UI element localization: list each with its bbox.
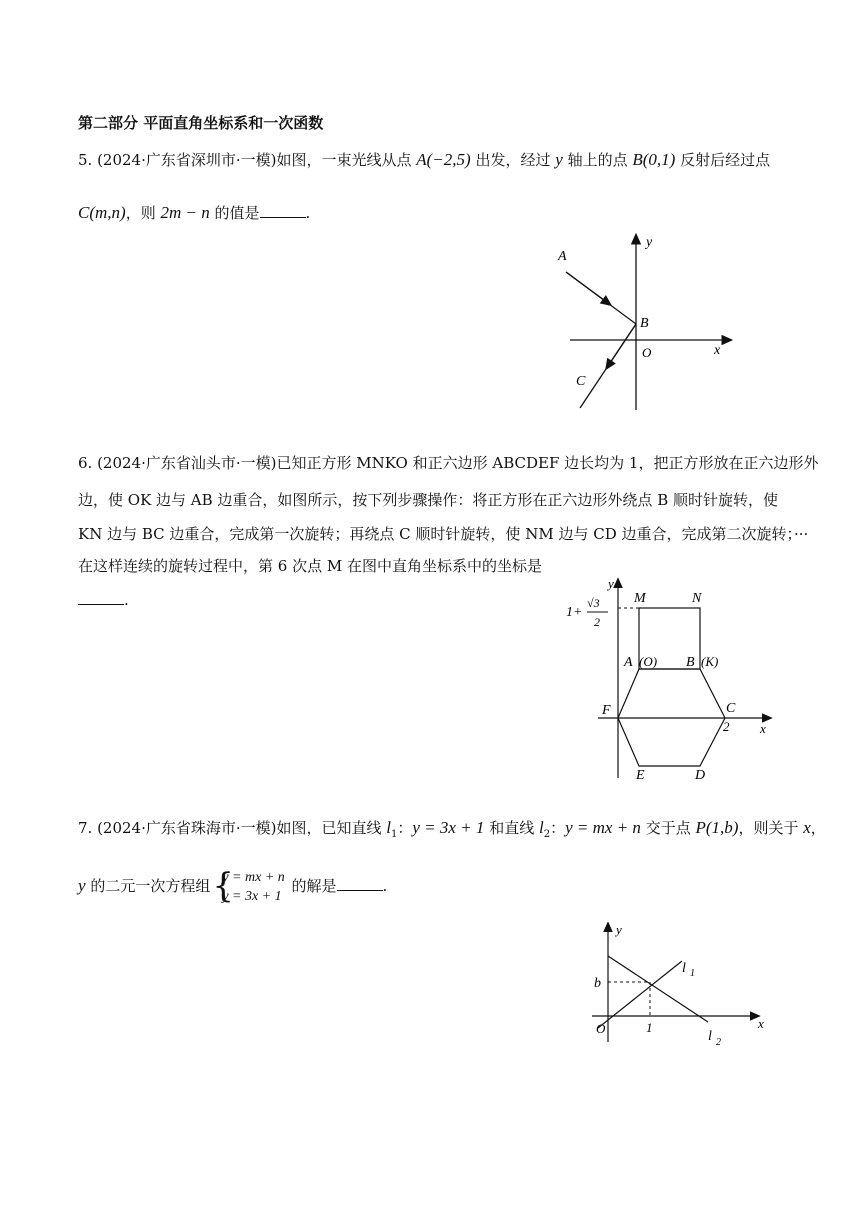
- q5-text: 的值是: [209, 204, 260, 222]
- q7-l2: l: [538, 818, 544, 837]
- label-y: y: [608, 576, 614, 591]
- label-b: B: [640, 316, 649, 331]
- brace: {: [212, 866, 234, 906]
- answer-blank[interactable]: [78, 590, 124, 605]
- q5-text: 出发，经过: [470, 151, 556, 169]
- label-sqrt3: √3: [587, 596, 600, 610]
- q5-text: 反射后经过点: [675, 151, 771, 169]
- q5-line-1: [78, 150, 770, 170]
- q7-text: 的解是: [286, 877, 337, 895]
- label-b: B: [686, 655, 695, 670]
- q7-y: y: [78, 876, 86, 895]
- label-two: 2: [723, 719, 730, 734]
- q7-eq2: y = mx + n: [565, 818, 641, 837]
- q7-eq1: y = 3x + 1: [412, 818, 485, 837]
- q5-text: .: [305, 204, 311, 222]
- q7-figure: [582, 922, 772, 1056]
- q7-line-1: [78, 818, 826, 845]
- q5-point-a: A(−2,5): [416, 150, 471, 169]
- label-y: y: [616, 922, 622, 937]
- q7-point-p: P(1,b): [695, 818, 739, 837]
- label-a: A: [624, 655, 633, 670]
- label-l1: l: [682, 961, 686, 976]
- label-c: C: [726, 701, 736, 716]
- answer-blank[interactable]: [337, 876, 383, 891]
- q6-line-1: 6. (2024·广东省汕头市·一模)已知正方形 MNKO 和正六边形 ABCDEF 边长均为 1，把正方形放在正六边形外: [78, 454, 819, 472]
- q7-l1-sub: 1: [391, 829, 398, 840]
- label-b: b: [594, 976, 601, 991]
- q7-text: 7. (2024·广东省珠海市·一模)如图，已知直线: [78, 819, 387, 837]
- label-d: D: [695, 768, 706, 783]
- label-one: 1: [646, 1020, 653, 1035]
- q5-text: ，则: [125, 204, 161, 222]
- label-l1-sub: 1: [690, 968, 695, 979]
- equation-system: [212, 868, 284, 906]
- label-f: F: [602, 703, 611, 718]
- label-k-paren: (K): [701, 654, 719, 669]
- q7-text: 的二元一次方程组: [85, 877, 211, 895]
- label-n: N: [692, 591, 702, 606]
- label-x: x: [714, 343, 721, 358]
- label-l2-sub: 2: [716, 1037, 721, 1048]
- line-l2: [608, 956, 708, 1022]
- q6-text: .: [124, 591, 129, 609]
- label-c: C: [576, 374, 586, 389]
- q5-figure: [548, 232, 738, 416]
- incident-arrow: [566, 272, 608, 303]
- line-l1: [598, 961, 682, 1028]
- q7-text: ，则关于: [738, 819, 804, 837]
- label-x: x: [758, 1016, 764, 1031]
- system-row-2: y = 3x + 1: [222, 889, 282, 904]
- label-denominator: 2: [594, 615, 600, 629]
- label-e: E: [636, 768, 645, 783]
- label-o: O: [642, 345, 652, 360]
- label-m: M: [634, 591, 646, 606]
- q5-point-b: B(0,1): [632, 150, 676, 169]
- label-one-plus: 1+: [566, 605, 583, 620]
- q5-y: y: [555, 150, 563, 169]
- q7-text: ：: [550, 819, 566, 837]
- q7-text: 和直线: [484, 819, 539, 837]
- q6-line-3: KN 边与 BC 边重合，完成第一次旋转；再绕点 C 顺时针旋转，使 NM 边与 CD 边重合，完成第二次旋转；···: [78, 525, 809, 543]
- label-o: O: [596, 1021, 606, 1036]
- q7-text: .: [382, 877, 388, 895]
- q5-line-2: [78, 203, 310, 223]
- q5-point-c: C(m,n): [78, 203, 126, 222]
- q7-text: 交于点: [640, 819, 696, 837]
- q6-line-2: 边，使 OK 边与 AB 边重合，如图所示，按下列步骤操作：将正方形在正六边形外绕点 B 顺时针旋转，使: [78, 491, 778, 509]
- label-y: y: [646, 235, 653, 250]
- label-x: x: [760, 721, 766, 736]
- q7-text: ：: [397, 819, 413, 837]
- label-a: A: [558, 249, 567, 264]
- q7-x: x: [803, 818, 811, 837]
- q5-text: 5. (2024·广东省深圳市·一模)如图，一束光线从点: [78, 151, 417, 169]
- q6-line-4: 在这样连续的旋转过程中，第 6 次点 M 在图中直角坐标系中的坐标是: [78, 557, 542, 575]
- label-l2: l: [708, 1029, 712, 1044]
- answer-blank[interactable]: [260, 203, 306, 218]
- q7-l1: l: [386, 818, 391, 837]
- section-title: 第二部分 平面直角坐标系和一次函数: [78, 114, 324, 132]
- q5-text: 轴上的点: [562, 151, 633, 169]
- reflected-arrow: [608, 324, 636, 366]
- q6-figure: [558, 574, 778, 784]
- q7-l2-sub: 2: [543, 829, 551, 840]
- q7-text: ，: [810, 819, 826, 837]
- q6-line-5: [78, 590, 129, 610]
- system-row-1: y = mx + n: [222, 870, 285, 885]
- q7-line-2: [78, 866, 387, 906]
- q5-expr: 2m − n: [160, 203, 210, 222]
- label-o-paren: (O): [639, 654, 658, 669]
